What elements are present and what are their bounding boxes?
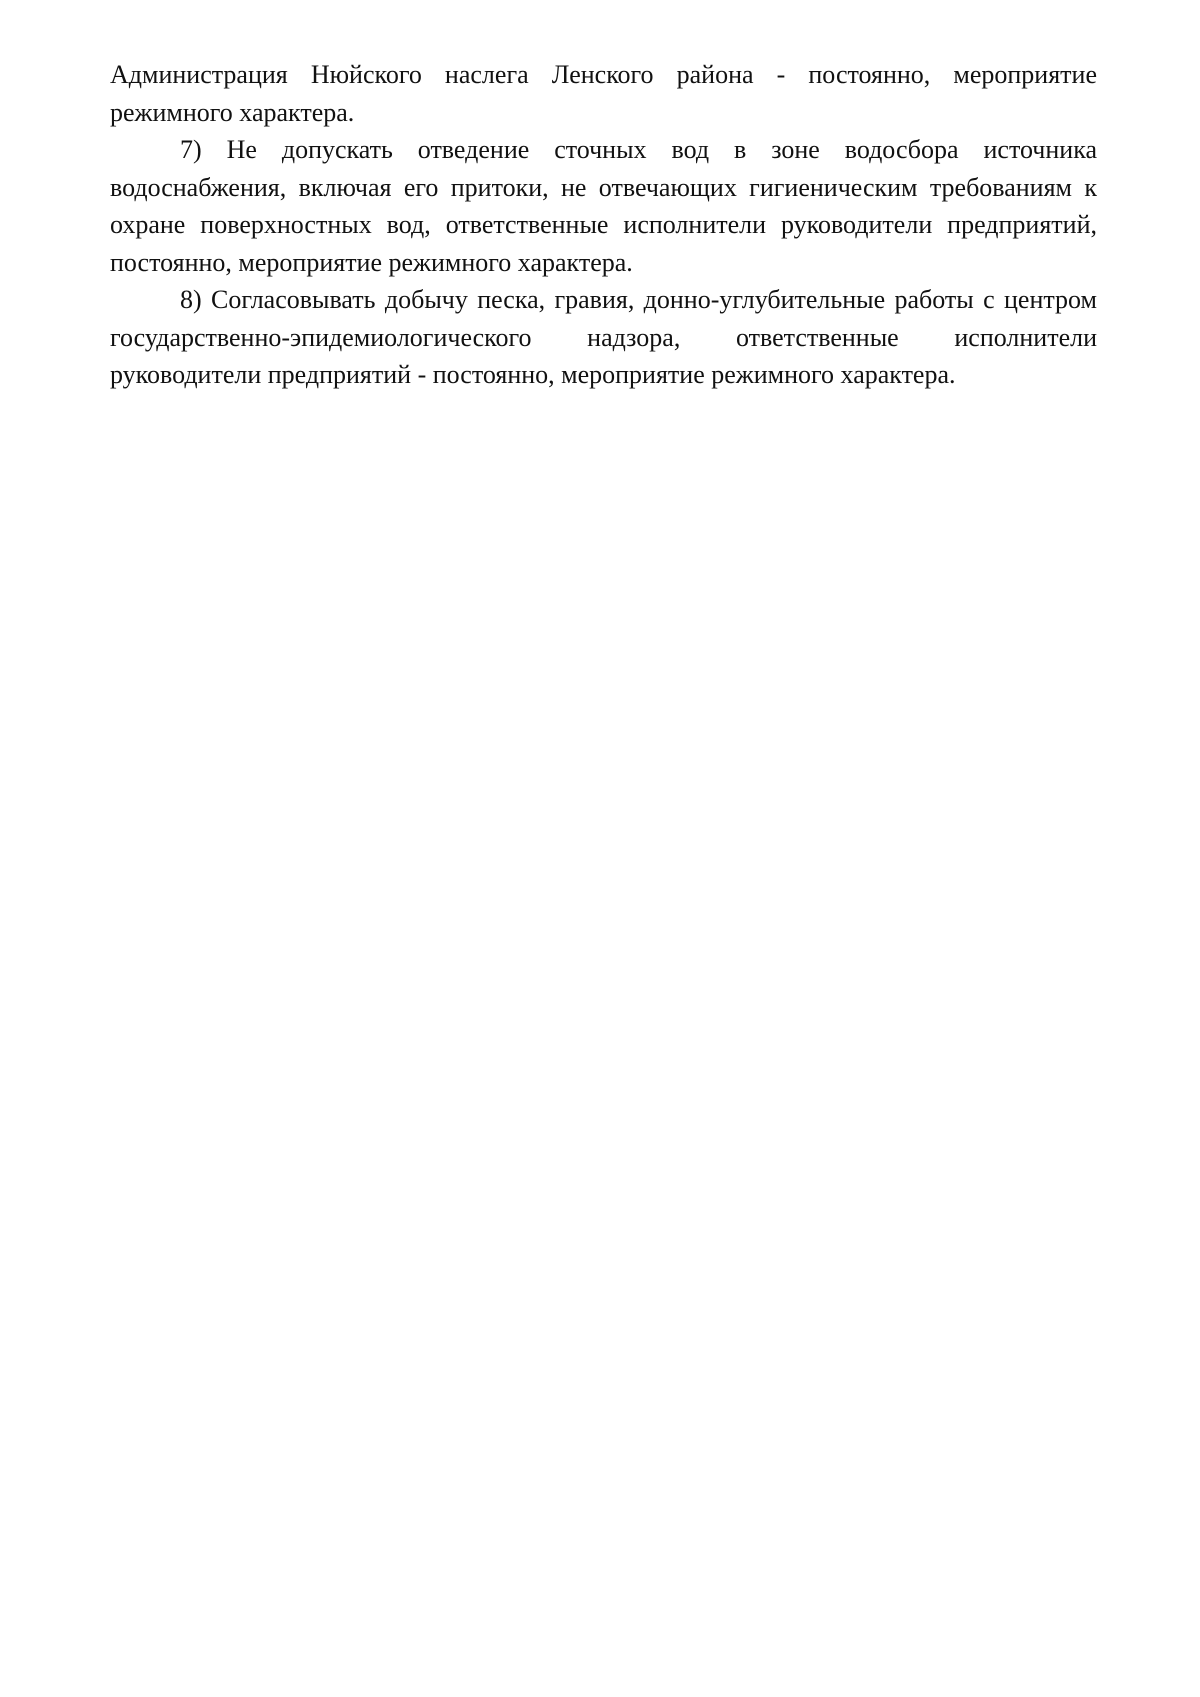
paragraph-item-7: 7) Не допускать отведение сточных вод в зоне водосбора источника водоснабжения, включая его притоки, не отвечающих гигиеническим требованиям к охране поверхностных вод, ответственные исполнители руководители предприятий, постоянно, мероприятие режимного характера.: [110, 135, 1097, 277]
paragraph-continuation: Администрация Нюйского наслега Ленского района - постоянно, мероприятие режимного характера.: [110, 60, 1097, 127]
paragraph-item-8: 8) Согласовывать добычу песка, гравия, донно-углубительные работы с центром государственно-эпидемиологического надзора, ответственные исполнители руководители предприятий - постоянно, мероприятие режимного характера.: [110, 285, 1097, 389]
document-body: [110, 56, 1097, 394]
